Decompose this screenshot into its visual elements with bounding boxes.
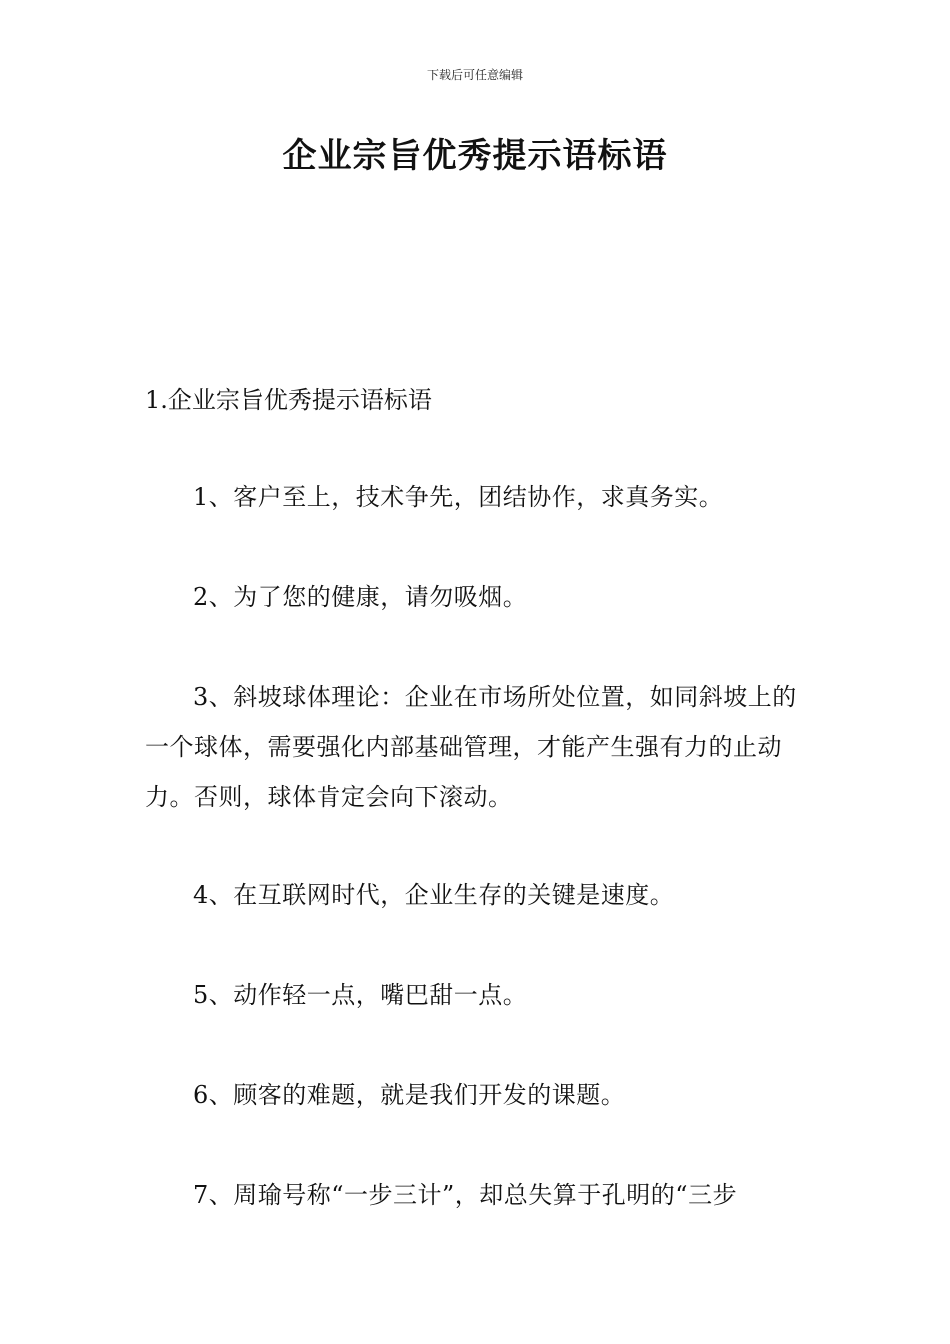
section-heading: 1.企业宗旨优秀提示语标语 [145,386,432,414]
document-title: 企业宗旨优秀提示语标语 [282,136,668,176]
list-item [145,1070,810,1120]
list-item-text: 4、在互联网时代，企业生存的关键是速度。 [193,881,675,909]
list-item-text: 6、顾客的难题，就是我们开发的课题。 [193,1081,626,1109]
list-item-text: 7、周瑜号称“一步三计”，却总失算于孔明的“三步 [193,1181,738,1209]
list-item-text: 2、为了您的健康，请勿吸烟。 [193,583,528,611]
list-item-text: 3、斜坡球体理论：企业在市场所处位置，如同斜坡上的一个球体，需要强化内部基础管理，才能产生强有力的止动力。否则，球体肯定会向下滚动。 [145,683,797,811]
list-item [145,472,810,522]
list-item [145,572,810,622]
header-note: 下载后可任意编辑 [426,68,523,82]
list-item [145,870,810,920]
list-item [145,970,810,1020]
list-item [145,1170,810,1220]
list-item-text: 5、动作轻一点，嘴巴甜一点。 [193,981,528,1009]
list-item [145,672,810,822]
list-item-text: 1、客户至上，技术争先，团结协作，求真务实。 [193,483,724,511]
